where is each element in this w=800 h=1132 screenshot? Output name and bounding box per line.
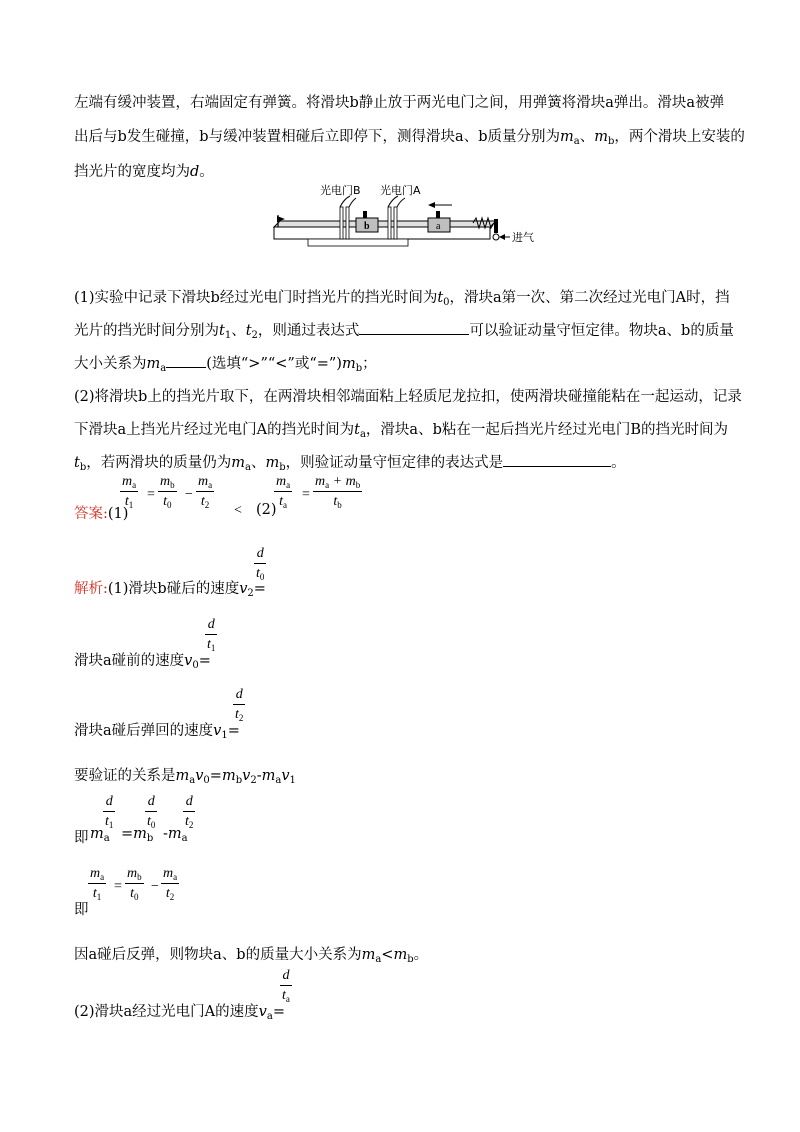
analysis-frac-d-t1-b: d $t_1$ — [105, 794, 114, 830]
analysis-minus-c: − — [151, 879, 159, 894]
intro-line-2: 出后与b发生碰撞，b与缓冲装置相碰后立即停下，测得滑块a、b质量分别为$m_a$、$m_b$，两个滑块上安装的 — [74, 129, 745, 147]
q1-line-3: 大小关系为$m_a$ (选填“>”“<”或“$=”)m_b$； — [74, 356, 377, 374]
block-a-label: a — [436, 221, 441, 232]
analysis-frac-d-ta: d $t_a$ — [282, 968, 290, 1004]
analysis-ji-2: 即 — [74, 902, 89, 918]
analysis-line-1: 解析:(1)滑块b碰后的速度$v_2=$ — [74, 581, 266, 599]
ans1-lt: < — [234, 503, 242, 518]
analysis-frac-mb-t0-c: $m_b$ $t_0$ — [127, 866, 142, 902]
ans2-frac-ma-ta: $m_a$ $t_a$ — [276, 474, 291, 510]
answer-line: 答案:(1) — [74, 506, 129, 522]
analysis-frac-ma-t1-c: $m_a$ $t_1$ — [90, 866, 105, 902]
analysis-line-3: 滑块a碰后弹回的速度$v_1=$ — [74, 723, 240, 741]
ans1-minus: − — [185, 487, 193, 502]
analysis-line-2: 滑块a碰前的速度$v_0=$ — [74, 653, 211, 671]
analysis-line-8: (2)滑块a经过光电门A的速度$v_a=$ — [74, 1004, 285, 1022]
analysis-line-7: 因a碰后反弹，则物块a、b的质量大小关系为$m_a<m_b$。 — [74, 947, 429, 965]
analysis-eq-mb: $=m_b$ — [121, 826, 154, 844]
ans2-eq: = — [302, 487, 310, 502]
analysis-frac-d-t2: d $t_2$ — [235, 687, 244, 723]
ans1-frac-ma-t2: $m_a$ $t_2$ — [198, 474, 213, 510]
analysis-minus-ma: $-m_a$ — [163, 826, 188, 844]
intro-line-1: 左端有缓冲装置，右端固定有弹簧。将滑块b静止放于两光电门之间，用弹簧将滑块a弹出。滑块a被弹 — [74, 95, 725, 111]
analysis-frac-d-t1: d $t_1$ — [207, 617, 216, 653]
intro-line-3: 挡光片的宽度均为d。 — [74, 164, 214, 180]
air-inlet-label: 进气 — [512, 231, 534, 244]
q2-line-3: $t_b$，若两滑块的质量仍为$m_a$、$m_b$，则验证动量守恒定律的表达式是 。 — [74, 455, 626, 473]
analysis-line-4: 要验证的关系是$m_av_0=m_bv_2-m_av_1$ — [74, 768, 296, 786]
ans2-label: (2) — [256, 502, 277, 518]
analysis-ma-1: $m_a$ — [90, 826, 110, 844]
ans2-frac-sum-tb: $m_a + m_b$ $t_b$ — [315, 474, 361, 510]
q1-blank-expression[interactable] — [359, 322, 469, 335]
q2-line-1: (2)将滑块b上的挡光片取下，在两滑块相邻端面粘上轻质尼龙拉扣，使两滑块碰撞能粘在一起运动，记录 — [74, 389, 742, 405]
gate-b-label: 光电门B — [320, 184, 361, 197]
q1-line-2: 光片的挡光时间分别为$t_1$、$t_2$，则通过表达式 可以验证动量守恒定律。物块a、b的质量 — [74, 323, 734, 341]
ans1-eq: = — [147, 487, 155, 502]
analysis-frac-ma-t2-c: $m_a$ $t_2$ — [163, 866, 178, 902]
ans1-frac-mb-t0: $m_b$ $t_0$ — [160, 474, 175, 510]
analysis-label: 解析: — [74, 581, 108, 597]
analysis-eq-c: = — [114, 879, 122, 894]
ans1-frac-ma-t1: $m_a$ $t_1$ — [122, 474, 137, 510]
analysis-frac-d-t2-b: d $t_2$ — [185, 794, 194, 830]
air-track-diagram — [268, 183, 558, 253]
block-b-label: b — [364, 221, 370, 232]
q2-blank-expression[interactable] — [503, 454, 611, 467]
analysis-ji-1: 即 — [74, 830, 89, 846]
q1-line-1: (1)实验中记录下滑块b经过光电门时挡光片的挡光时间为$t_0$，滑块a第一次、第二次经过光电门A时，挡 — [74, 290, 730, 308]
gate-a-label: 光电门A — [380, 184, 421, 197]
q2-line-2: 下滑块a上挡光片经过光电门A的挡光时间为$t_a$，滑块a、b粘在一起后挡光片经过光电门B的挡光时间为 — [74, 422, 729, 440]
analysis-frac-d-t0: d $t_0$ — [256, 546, 265, 582]
q1-blank-relation[interactable] — [166, 355, 206, 368]
answer-label: 答案: — [74, 506, 108, 522]
analysis-frac-d-t0-b: d $t_0$ — [147, 794, 156, 830]
